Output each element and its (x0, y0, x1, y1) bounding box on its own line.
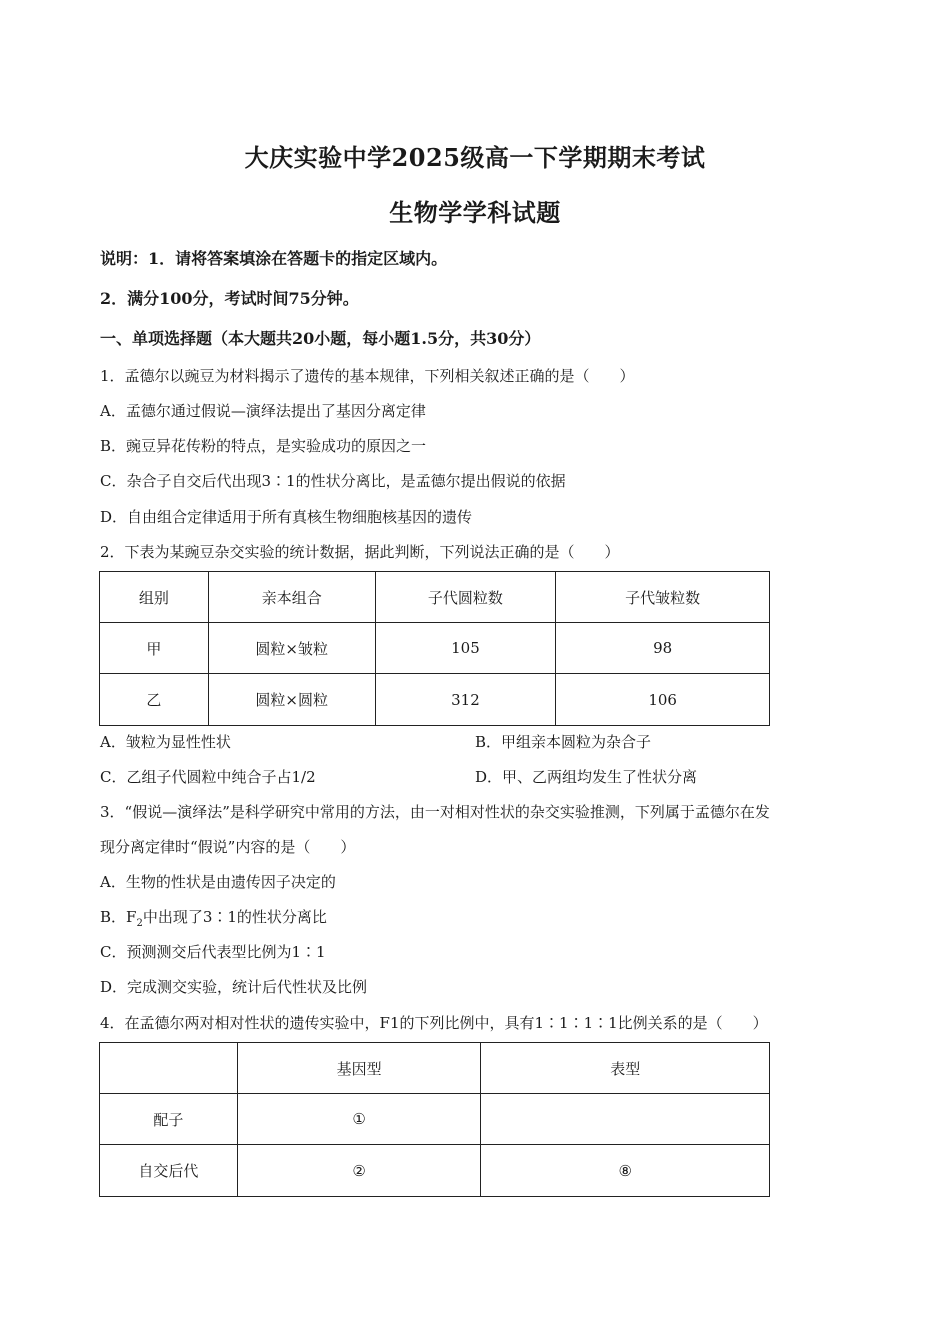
table-header-cell: 表型 (481, 1043, 770, 1094)
q3-stem-line2: 现分离定律时“假说”内容的是（ ） (100, 838, 356, 856)
table-cell (481, 1094, 770, 1145)
q3-option-b (100, 906, 327, 929)
table-cell: 106 (556, 674, 770, 726)
q2-stem: 2．下表为某豌豆杂交实验的统计数据，据此判断，下列说法正确的是（ ） (100, 543, 620, 561)
q2-data-table (99, 571, 770, 726)
section-heading: 一、单项选择题（本大题共20小题，每小题1.5分，共30分） (100, 329, 541, 348)
exam-subtitle: 生物学学科试题 (389, 198, 561, 227)
table-header-cell: 组别 (100, 572, 209, 623)
q1-option-d: D．自由组合定律适用于所有真核生物细胞核基因的遗传 (100, 508, 473, 526)
table-cell: 甲 (100, 623, 209, 674)
table-row (100, 1094, 770, 1145)
q3-stem-line1: 3．“假说—演绎法”是科学研究中常用的方法，由一对相对性状的杂交实验推测，下列属于孟德尔在发 (100, 803, 770, 821)
q3-option-a: A．生物的性状是由遗传因子决定的 (100, 873, 336, 891)
q3-option-c: C．预测测交后代表型比例为1∶1 (100, 943, 326, 961)
table-cell: 105 (375, 623, 556, 674)
table-header-cell: 亲本组合 (208, 572, 375, 623)
table-cell: 98 (556, 623, 770, 674)
table-row (100, 674, 770, 726)
table-row (100, 1145, 770, 1197)
q3-option-b-prefix: B．F (100, 908, 137, 926)
q4-table (99, 1042, 770, 1197)
table-cell: 自交后代 (100, 1145, 238, 1197)
table-row (100, 623, 770, 674)
table-cell: ② (237, 1145, 481, 1197)
exam-title: 大庆实验中学2025级高一下学期期末考试 (244, 143, 706, 172)
table-cell: 乙 (100, 674, 209, 726)
q2-option-b: B．甲组亲本圆粒为杂合子 (475, 733, 652, 751)
table-cell: ① (237, 1094, 481, 1145)
instruction-2: 2．满分100分，考试时间75分钟。 (100, 289, 359, 308)
q3-option-b-suffix: 中出现了3∶1的性状分离比 (142, 908, 327, 926)
table-cell: ⑧ (481, 1145, 770, 1197)
q2-option-c: C．乙组子代圆粒中纯合子占1/2 (100, 768, 316, 786)
table-header-row (100, 572, 770, 623)
q3-option-d: D．完成测交实验，统计后代性状及比例 (100, 978, 368, 996)
q2-option-a: A．皱粒为显性性状 (100, 733, 231, 751)
table-cell: 配子 (100, 1094, 238, 1145)
q1-stem: 1．孟德尔以豌豆为材料揭示了遗传的基本规律，下列相关叙述正确的是（ ） (100, 367, 635, 385)
q1-option-a: A．孟德尔通过假说—演绎法提出了基因分离定律 (100, 402, 426, 420)
table-cell: 圆粒×圆粒 (208, 674, 375, 726)
instruction-1: 说明：1．请将答案填涂在答题卡的指定区域内。 (100, 249, 448, 268)
table-header-cell (100, 1043, 238, 1094)
table-header-cell: 基因型 (237, 1043, 481, 1094)
q4-stem: 4．在孟德尔两对相对性状的遗传实验中，F1的下列比例中，具有1∶1∶1∶1比例关系的是（ ） (100, 1014, 768, 1032)
q1-option-b: B．豌豆异花传粉的特点，是实验成功的原因之一 (100, 437, 427, 455)
q3-option-b-subscript: 2 (136, 918, 143, 929)
table-header-row (100, 1043, 770, 1094)
table-header-cell: 子代圆粒数 (375, 572, 556, 623)
table-header-cell: 子代皱粒数 (556, 572, 770, 623)
table-cell: 312 (375, 674, 556, 726)
q2-option-d: D．甲、乙两组均发生了性状分离 (475, 768, 698, 786)
q1-option-c: C．杂合子自交后代出现3∶1的性状分离比，是孟德尔提出假说的依据 (100, 472, 566, 490)
table-cell: 圆粒×皱粒 (208, 623, 375, 674)
